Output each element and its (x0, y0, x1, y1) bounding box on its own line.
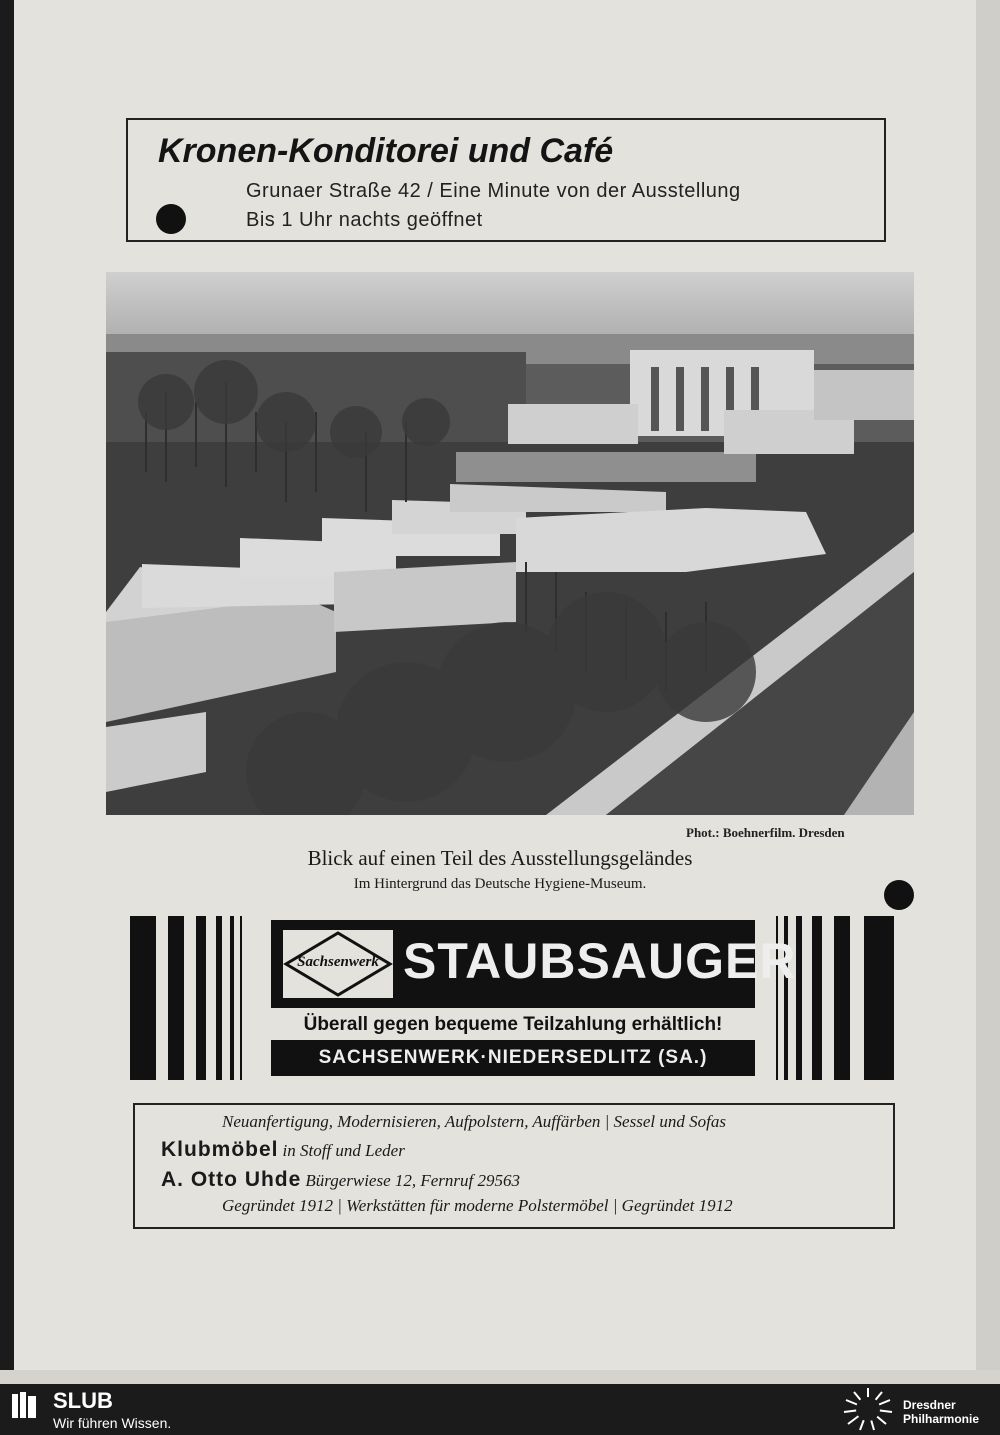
footer-bar (0, 1384, 1000, 1435)
furniture-address: Bürgerwiese 12, Fernruf 29563 (305, 1171, 521, 1190)
stripe (240, 916, 242, 1080)
furniture-company-name: A. Otto Uhde (161, 1168, 302, 1191)
photo-credit: Phot.: Boehnerfilm. Dresden (686, 825, 845, 840)
furniture-advertisement (133, 1103, 895, 1229)
page-bottom-edge (0, 1370, 1000, 1384)
stripe (796, 916, 802, 1080)
furniture-founded: Gegründet 1912 | Werkstätten für moderne Polstermöbel | Gegründet 1912 (222, 1196, 733, 1215)
stripe (168, 916, 184, 1080)
left-stripes (130, 916, 250, 1080)
brand-name: Sachsenwerk (297, 954, 379, 970)
stripe (130, 916, 156, 1080)
product-name: STAUBSAUGER (403, 933, 797, 989)
photo-subcaption: Im Hintergrund das Deutsche Hygiene-Museum. (353, 876, 647, 892)
cafe-address: Grunaer Straße 42 / Eine Minute von der Ausstellung (246, 180, 741, 202)
slub-tagline: Wir führen Wissen. (53, 1415, 172, 1431)
company-name: SACHSENWERK·NIEDERSEDLITZ (SA.) (318, 1047, 708, 1068)
exhibition-grounds-image (106, 272, 914, 815)
furniture-services: Neuanfertigung, Modernisieren, Aufpolstern, Auffärben | Sessel und Sofas (222, 1112, 726, 1131)
vacuum-headline-panel (271, 920, 797, 1008)
slub-logo-icon (10, 1390, 38, 1420)
furniture-heading: Klubmöbel (161, 1138, 279, 1161)
stripe (812, 916, 822, 1080)
cafe-advertisement (126, 118, 886, 242)
cafe-hours: Bis 1 Uhr nachts geöffnet (246, 209, 483, 231)
slub-name: SLUB (53, 1388, 113, 1413)
stripe (216, 916, 222, 1080)
vacuum-advertisement (130, 916, 894, 1080)
page-edge (976, 0, 1000, 1380)
cafe-title: Kronen-Konditorei und Café (158, 132, 614, 170)
stripe (834, 916, 850, 1080)
vacuum-tagline: Überall gegen bequeme Teilzahlung erhältlich! (303, 1014, 723, 1035)
partner-name-line1: Dresdner (903, 1398, 956, 1412)
partner-name-line2: Philharmonie (903, 1412, 980, 1426)
dresdner-philharmonie-logo-icon (842, 1386, 894, 1432)
stripe (230, 916, 234, 1080)
furniture-heading-rest: in Stoff und Leder (282, 1141, 405, 1160)
vacuum-company-panel (271, 1040, 755, 1076)
sachsenwerk-logo-box (283, 930, 393, 998)
stripe (864, 916, 894, 1080)
exhibition-photo (106, 272, 914, 815)
stripe (196, 916, 206, 1080)
photo-caption: Blick auf einen Teil des Ausstellungsgeländes (307, 846, 693, 870)
